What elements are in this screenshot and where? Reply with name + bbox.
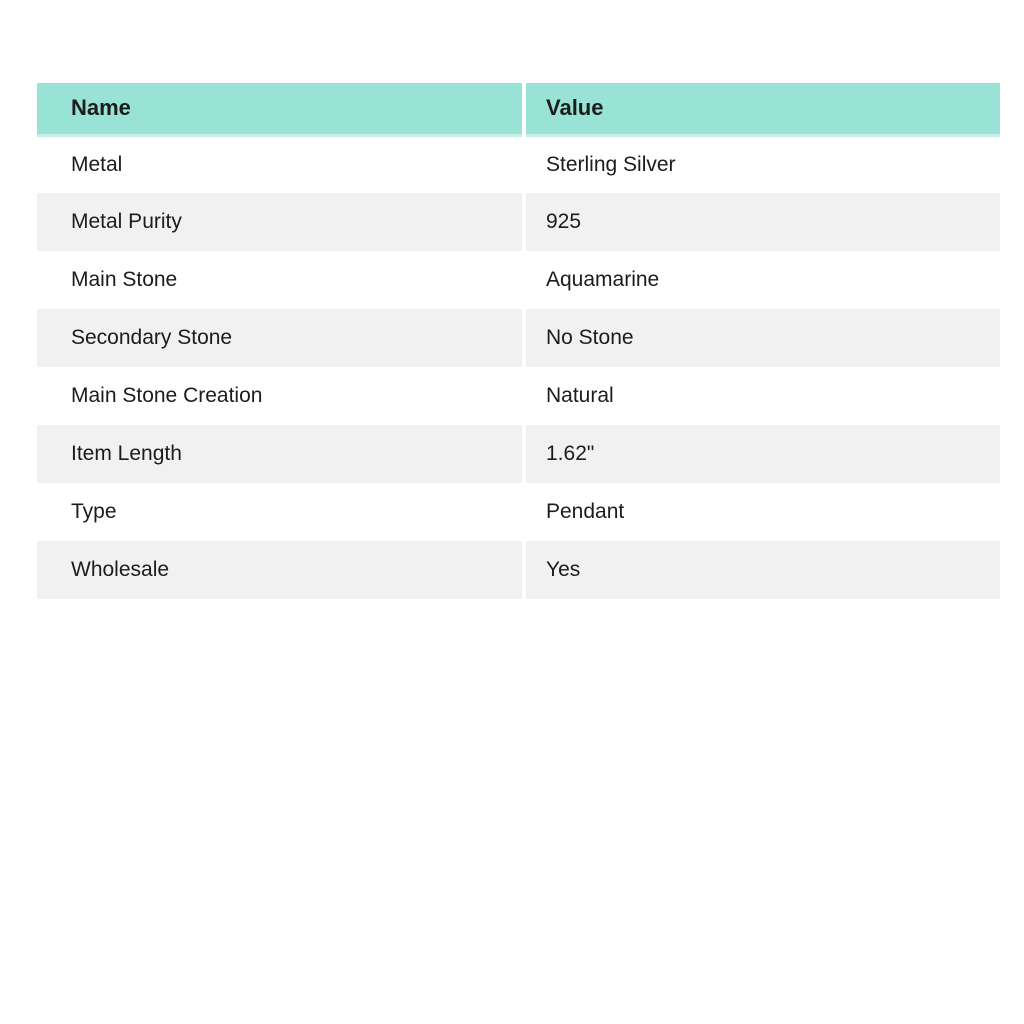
attribute-value-cell: Aquamarine xyxy=(524,251,1000,309)
attribute-name-cell: Item Length xyxy=(37,425,524,483)
attribute-value-cell: No Stone xyxy=(524,309,1000,367)
attribute-value-cell: Natural xyxy=(524,367,1000,425)
attribute-name-cell: Metal xyxy=(37,135,524,193)
attribute-name-cell: Main Stone Creation xyxy=(37,367,524,425)
table-row xyxy=(37,483,1000,541)
attribute-name-cell: Secondary Stone xyxy=(37,309,524,367)
table-row xyxy=(37,425,1000,483)
table-row xyxy=(37,193,1000,251)
table-row xyxy=(37,367,1000,425)
table-row xyxy=(37,135,1000,193)
table-row xyxy=(37,251,1000,309)
attribute-name-cell: Wholesale xyxy=(37,541,524,599)
attribute-value-cell: Pendant xyxy=(524,483,1000,541)
attribute-value-cell: Yes xyxy=(524,541,1000,599)
header-row xyxy=(37,83,1000,135)
table-row xyxy=(37,309,1000,367)
item-specifics-table xyxy=(37,83,1000,599)
table-row xyxy=(37,541,1000,599)
column-header-name: Name xyxy=(37,83,524,135)
attribute-name-cell: Type xyxy=(37,483,524,541)
attribute-value-cell: 925 xyxy=(524,193,1000,251)
attribute-name-cell: Main Stone xyxy=(37,251,524,309)
attribute-name-cell: Metal Purity xyxy=(37,193,524,251)
attribute-value-cell: 1.62" xyxy=(524,425,1000,483)
attribute-value-cell: Sterling Silver xyxy=(524,135,1000,193)
column-header-value: Value xyxy=(524,83,1000,135)
